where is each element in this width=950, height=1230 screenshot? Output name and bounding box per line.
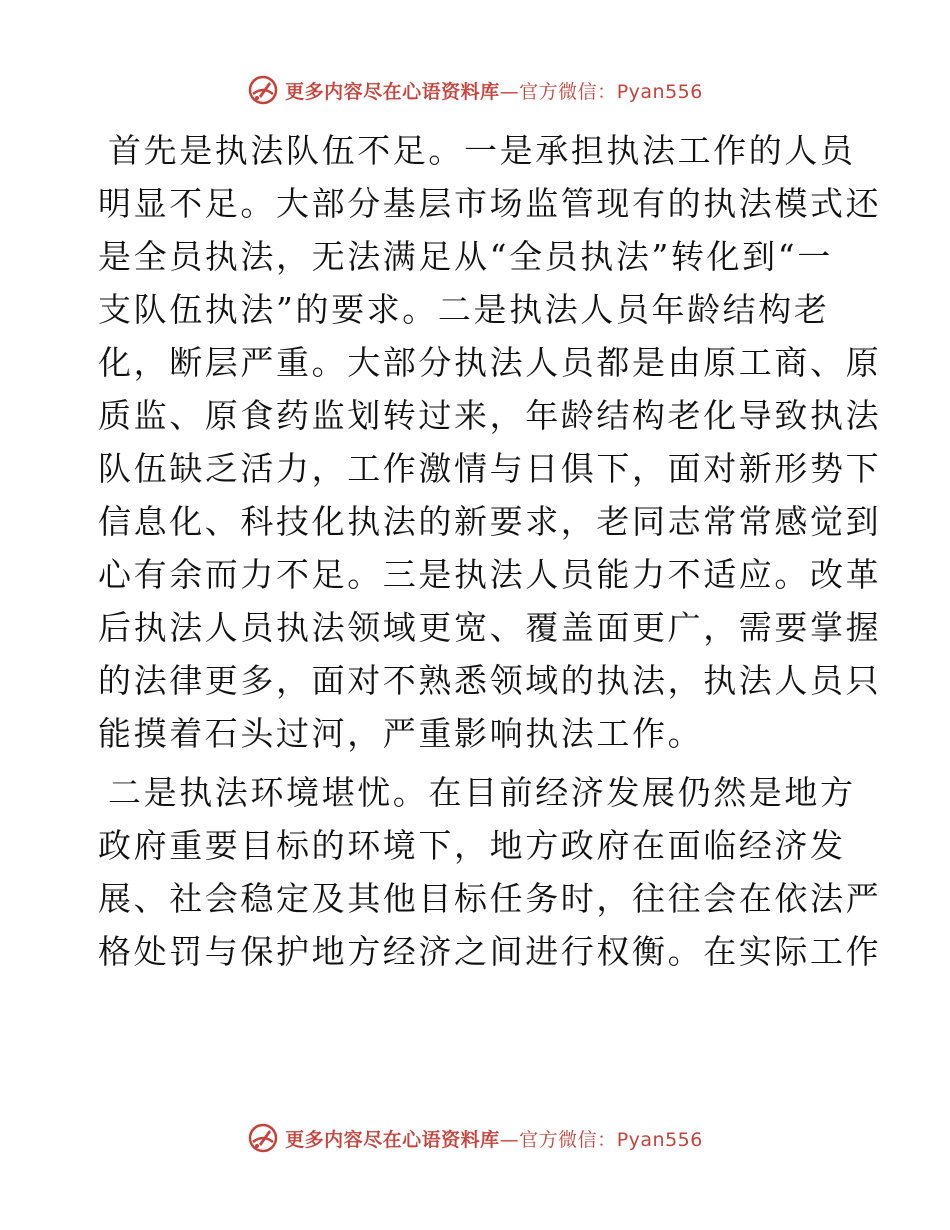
banner-text [285,77,703,104]
text-line: 质监、原食药监划转过来，年龄结构老化导致执法 [98,396,882,435]
text-line: 政府重要目标的环境下，地方政府在面临经济发 [98,826,846,865]
text-line: 格处罚与保护地方经济之间进行权衡。在实际工作 [98,932,882,971]
paragraph-2 [98,766,882,978]
banner-wechat-id: Pyan556 [616,80,703,103]
footer-banner [0,1118,950,1158]
book-pen-logo-icon [247,74,279,106]
text-line: 是全员执法，无法满足从“全员执法”转化到“一 [98,237,833,276]
book-pen-logo-icon [247,1122,279,1154]
banner-main-text: 更多内容尽在心语资料库 [285,80,500,103]
banner-wechat-label: 官方微信： [519,1128,617,1151]
text-line: 支队伍执法”的要求。二是执法人员年龄结构老 [98,290,830,329]
banner-dash: — [499,80,520,103]
text-line: 后执法人员执法领域更宽、覆盖面更广，需要掌握 [98,608,882,647]
text-line: 首先是执法队伍不足。一是承担执法工作的人员 [108,131,856,170]
text-line: 明显不足。大部分基层市场监管现有的执法模式还 [98,184,882,223]
text-line: 能摸着石头过河，严重影响执法工作。 [98,714,704,753]
banner-wechat-id: Pyan556 [616,1128,703,1151]
text-line: 信息化、科技化执法的新要求，老同志常常感觉到 [98,502,882,541]
banner-dash: — [499,1128,520,1151]
paragraph-1 [98,124,882,760]
text-line: 心有余而力不足。三是执法人员能力不适应。改革 [98,555,882,594]
text-line: 的法律更多，面对不熟悉领域的执法，执法人员只 [98,661,882,700]
header-banner [0,70,950,110]
text-line: 队伍缺乏活力，工作激情与日俱下，面对新形势下 [98,449,882,488]
banner-main-text: 更多内容尽在心语资料库 [285,1128,500,1151]
banner-wechat-label: 官方微信： [519,80,617,103]
text-line: 展、社会稳定及其他目标任务时，往往会在依法严 [98,879,882,918]
text-line: 二是执法环境堪忧。在目前经济发展仍然是地方 [108,773,856,812]
document-body [98,124,882,984]
banner-text [285,1125,703,1152]
text-line: 化，断层严重。大部分执法人员都是由原工商、原 [98,343,882,382]
